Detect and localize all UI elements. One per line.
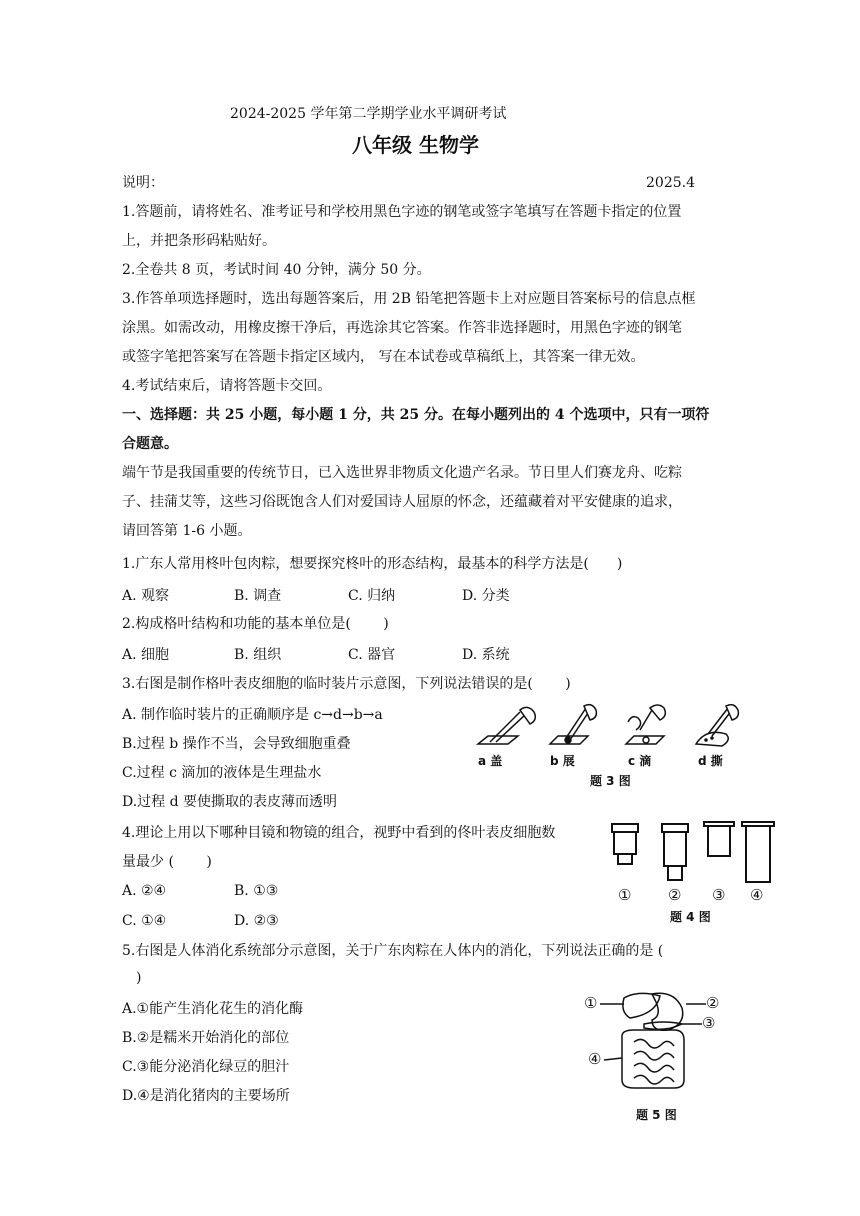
liver-icon: [623, 993, 660, 1018]
passage-line: 端午节是我国重要的传统节日，已入选世界非物质文化遗产名录。节日里人们赛龙舟、吃粽: [122, 465, 682, 481]
q3-figure-label-d: d 撕: [698, 754, 723, 768]
q5-option-c: C.③能分泌消化绿豆的胆汁: [122, 1059, 290, 1075]
pancreas-icon: [644, 1022, 682, 1029]
q5-figure-label-4: ④: [588, 1050, 602, 1068]
instruction-line: 1.答题前，请将姓名、准考证号和学校用黑色字迹的钢笔或签字笔填写在答题卡指定的位置: [122, 204, 682, 220]
instruction-line: 涂黑。如需改动，用橡皮擦干净后，再选涂其它答案。作答非选择题时，用黑色字迹的钢笔: [122, 320, 682, 336]
q5-option-a: A.①能产生消化花生的消化酶: [122, 1001, 304, 1017]
section-heading-cont: 合题意。: [122, 436, 178, 452]
instruction-line: 上，并把条形码粘贴好。: [122, 233, 276, 249]
question-4-stem-cont: 量最少 ( ): [122, 854, 212, 870]
section-heading: 一、选择题：共 25 小题，每小题 1 分，共 25 分。在每小题列出的 4 个选项中，只有一项符: [122, 407, 710, 423]
q3-figure-label-c: c 滴: [628, 754, 652, 768]
small-intestine-icon: [634, 1039, 674, 1084]
q3-figure-label-a: a 盖: [478, 754, 503, 768]
q4-option-a: A. ②④: [122, 883, 167, 899]
q2-option-a: A. 细胞: [122, 647, 170, 663]
step-d-tear-icon: [696, 705, 738, 746]
q4-figure-label-1: ①: [618, 886, 632, 904]
q5-option-d: D.④是消化猪肉的主要场所: [122, 1088, 290, 1104]
q2-option-d: D. 系统: [462, 647, 510, 663]
lens-4-long-eyepiece-icon: [742, 822, 774, 882]
instruction-line: 2.全卷共 8 页，考试时间 40 分钟，满分 50 分。: [122, 262, 431, 278]
question-3-stem: 3.右图是制作格叶表皮细胞的临时装片示意图，下列说法错误的是( ): [122, 676, 571, 692]
step-c-drop-icon: [626, 705, 665, 744]
lenses-drawing: [600, 818, 780, 888]
stomach-icon: [652, 993, 683, 1030]
q1-option-b: B. 调查: [234, 588, 282, 604]
lens-2-long-objective-icon: [662, 824, 688, 880]
step-a-cover-icon: [478, 707, 535, 744]
exam-date: 2025.4: [646, 175, 695, 191]
large-intestine-icon: [622, 1030, 684, 1088]
instruction-line: 或签字笔把答案写在答题卡指定区域内， 写在本试卷或草稿纸上，其答案一律无效。: [122, 349, 645, 365]
q4-figure-label-3: ③: [712, 886, 726, 904]
q3-figure-label-b: b 展: [550, 754, 575, 768]
q5-figure-caption: 题 5 图: [636, 1108, 677, 1122]
q2-option-b: B. 组织: [234, 647, 282, 663]
notes-label: 说明：: [122, 175, 164, 191]
question-1-stem: 1.广东人常用柊叶包肉粽，想要探究柊叶的形态结构，最基本的科学方法是( ): [122, 556, 623, 572]
q3-option-b: B.过程 b 操作不当，会导致细胞重叠: [122, 736, 351, 752]
q5-figure-label-3: ③: [702, 1014, 716, 1032]
question-2-stem: 2.构成格叶结构和功能的基本单位是( ): [122, 616, 389, 632]
q3-option-c: C.过程 c 滴加的液体是生理盐水: [122, 765, 322, 781]
lens-1-short-objective-icon: [612, 824, 638, 864]
q1-option-c: C. 归纳: [348, 588, 396, 604]
lens-3-short-eyepiece-icon: [704, 822, 734, 856]
q5-figure-label-2: ②: [706, 994, 720, 1012]
q4-figure-label-4: ④: [750, 886, 764, 904]
q1-option-d: D. 分类: [462, 588, 510, 604]
q4-option-c: C. ①④: [122, 913, 167, 929]
q4-figure-caption: 题 4 图: [670, 910, 711, 924]
question-5-stem-cont: ): [122, 970, 142, 986]
q5-option-b: B.②是糯米开始消化的部位: [122, 1030, 290, 1046]
exam-title: 2024-2025 学年第二学期学业水平调研考试: [230, 106, 507, 122]
question-4-stem: 4.理论上用以下哪种目镜和物镜的组合，视野中看到的佟叶表皮细胞数: [122, 825, 556, 841]
instruction-line: 3.作答单项选择题时，选出每题答案后，用 2B 铅笔把答题卡上对应题目答案标号的信息点框: [122, 291, 696, 307]
figure-q5-digestive-system: [582, 986, 732, 1126]
q1-option-a: A. 观察: [122, 588, 170, 604]
q5-figure-label-1: ①: [584, 994, 598, 1012]
q2-option-c: C. 器官: [348, 647, 396, 663]
q3-figure-caption: 题 3 图: [590, 774, 631, 788]
passage-line: 请回答第 1-6 小题。: [122, 523, 252, 539]
subject-title: 八年级 生物学: [352, 133, 479, 157]
instruction-line: 4.考试结束后，请将答题卡交回。: [122, 378, 332, 394]
q4-figure-label-2: ②: [668, 886, 682, 904]
figure-q4-lenses: [600, 818, 780, 928]
step-b-spread-icon: [550, 705, 596, 744]
figure-q3-slide-preparation: [468, 700, 758, 792]
q3-option-d: D.过程 d 要使撕取的表皮薄而透明: [122, 794, 338, 810]
passage-line: 子、挂蒲艾等，这些习俗既饱含人们对爱国诗人屈原的怀念，还蕴藏着对平安健康的追求，: [122, 494, 682, 510]
question-5-stem: 5.右图是人体消化系统部分示意图，关于广东肉粽在人体内的消化，下列说法正确的是 (: [122, 943, 664, 959]
q4-option-b: B. ①③: [234, 883, 279, 899]
q3-option-a: A. 制作临时装片的正确顺序是 c→d→b→a: [122, 707, 383, 723]
q4-option-d: D. ②③: [234, 913, 279, 929]
